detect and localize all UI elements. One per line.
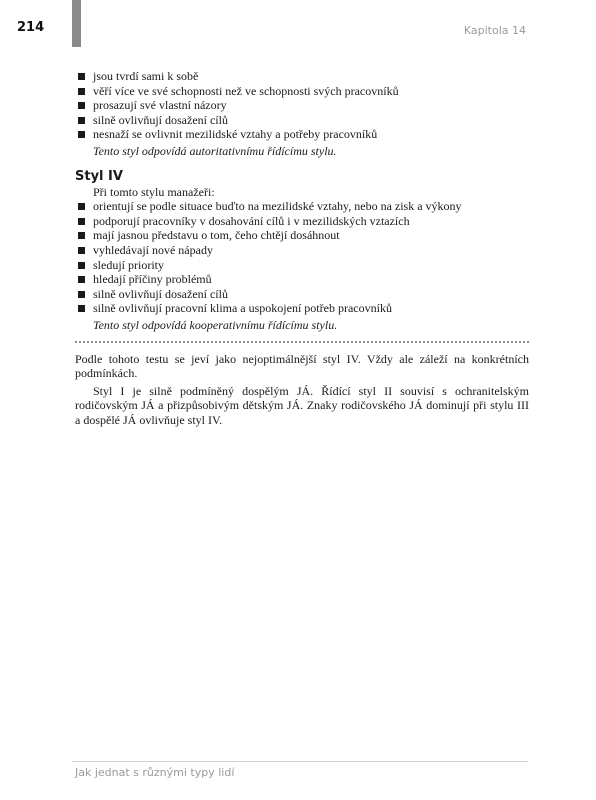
list-item: podporují pracovníky v dosahování cílů i v mezilidských vztazích [75, 214, 529, 229]
header-bar [72, 0, 81, 47]
square-bullet-icon [78, 276, 85, 283]
square-bullet-icon [78, 102, 85, 109]
page-number: 214 [17, 20, 45, 35]
list-item: orientují se podle situace buďto na mezilidské vztahy, nebo na zisk a výkony [75, 199, 529, 214]
list-item: sledují priority [75, 258, 529, 273]
list-item: silně ovlivňují dosažení cílů [75, 113, 529, 128]
list-item: jsou tvrdí sami k sobě [75, 69, 529, 84]
section-heading: Styl IV [75, 168, 123, 184]
style-note: Tento styl odpovídá autoritativnímu řídícímu stylu. [93, 143, 337, 158]
square-bullet-icon [78, 88, 85, 95]
section-intro: Při tomto stylu manažeři: [93, 184, 215, 199]
square-bullet-icon [78, 117, 85, 124]
square-bullet-icon [78, 131, 85, 138]
body-paragraph: Podle tohoto testu se jeví jako nejoptimálnější styl IV. Vždy ale záleží na konkrétních podmínkách. [75, 351, 529, 381]
square-bullet-icon [78, 262, 85, 269]
body-paragraph: Styl I je silně podmíněný dospělým JÁ. Řídící styl II souvisí s ochranitelským rodičovským JÁ a přizpůsobivým dětským JÁ. Znaky rodičovského JÁ dominují při stylu III a dospělé JÁ ovlivňuje styl IV. [75, 383, 529, 427]
square-bullet-icon [78, 305, 85, 312]
square-bullet-icon [78, 73, 85, 80]
square-bullet-icon [78, 247, 85, 254]
list-item: věří více ve své schopnosti než ve schopnosti svých pracovníků [75, 84, 529, 99]
square-bullet-icon [78, 291, 85, 298]
list-item: mají jasnou představu o tom, čeho chtějí dosáhnout [75, 228, 529, 243]
list-item: vyhledávají nové nápady [75, 243, 529, 258]
bullet-list-style-iii [75, 69, 529, 142]
footer-divider [72, 761, 528, 762]
dotted-divider [75, 341, 529, 343]
list-item: silně ovlivňují dosažení cílů [75, 287, 529, 302]
footer-book-title: Jak jednat s různými typy lidí [75, 766, 235, 779]
list-item: nesnaží se ovlivnit mezilidské vztahy a potřeby pracovníků [75, 127, 529, 142]
style-note: Tento styl odpovídá kooperativnímu řídícímu stylu. [93, 317, 338, 332]
square-bullet-icon [78, 232, 85, 239]
bullet-list-style-iv [75, 199, 529, 316]
page-content [75, 69, 529, 427]
square-bullet-icon [78, 218, 85, 225]
chapter-label: Kapitola 14 [463, 24, 526, 37]
list-item: hledají příčiny problémů [75, 272, 529, 287]
list-item: prosazují své vlastní názory [75, 98, 529, 113]
list-item: silně ovlivňují pracovní klima a uspokojení potřeb pracovníků [75, 301, 529, 316]
square-bullet-icon [78, 203, 85, 210]
